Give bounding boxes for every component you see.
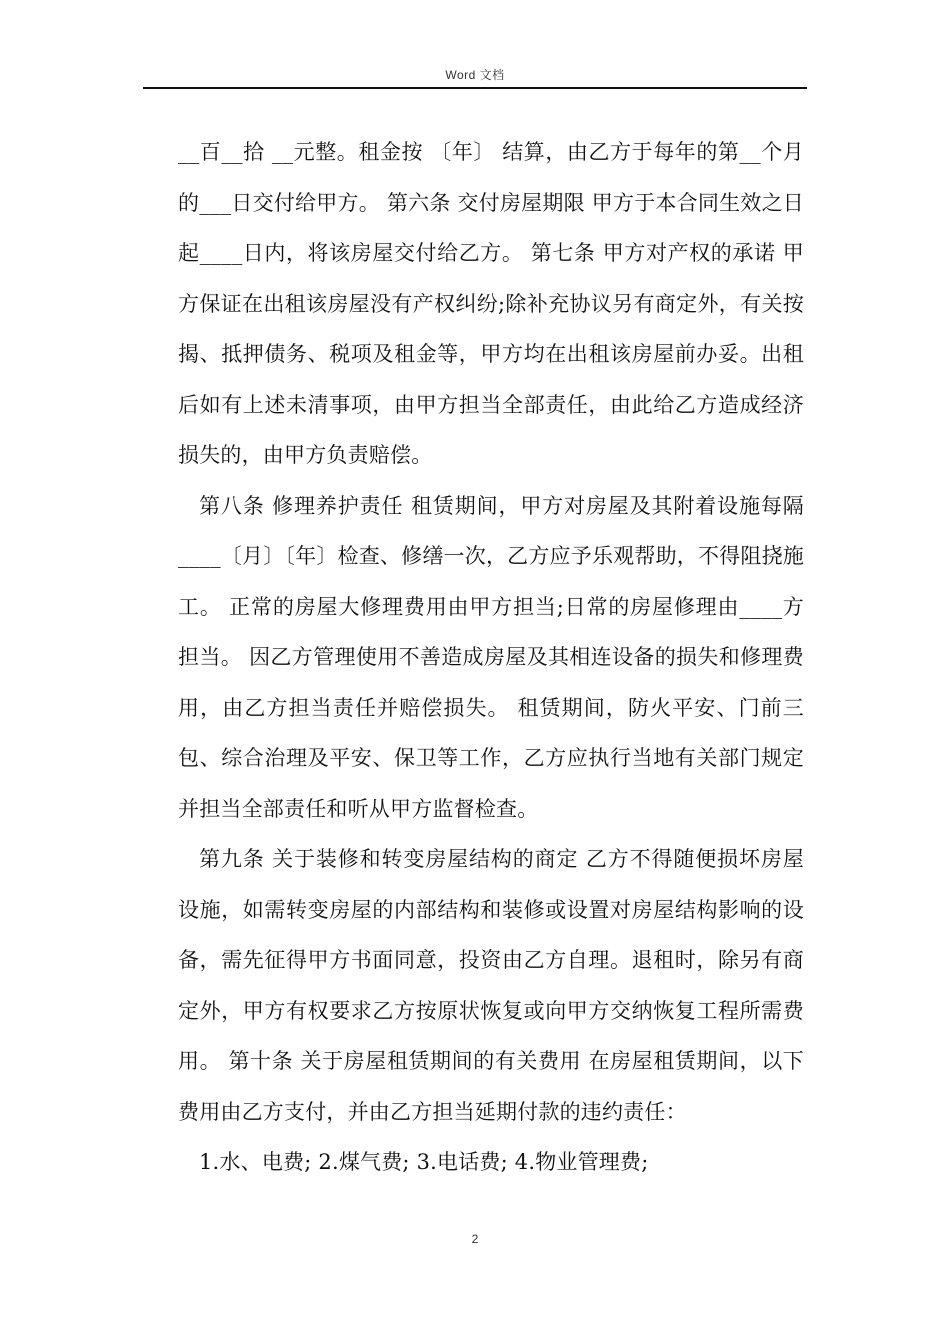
document-body	[178, 127, 804, 1188]
header-divider	[143, 87, 807, 89]
paragraph-rent-delivery-property-rights: __百__拾 __元整。租金按 〔年〕 结算，由乙方于每年的第__个月的___日交付给甲方。 第六条 交付房屋期限 甲方于本合同生效之日起____日内，将该房屋交付给乙方。 第七条 甲方对产权的承诺 甲方保证在出租该房屋没有产权纠纷;除补充协议另有商定外，有关按揭、抵押债务、税项及租金等，甲方均在出租该房屋前办妥。出租后如有上述未清事项，由甲方担当全部责任，由此给乙方造成经济损失的，由甲方负责赔偿。	[178, 140, 804, 467]
paragraph-fee-list: 1.水、电费; 2.煤气费; 3.电话费; 4.物业管理费;	[199, 1150, 649, 1174]
paragraph-article-8-maintenance: 第八条 修理养护责任 租赁期间，甲方对房屋及其附着设施每隔 ____〔月〕〔年〕检查、修缮一次，乙方应予乐观帮助，不得阻挠施工。 正常的房屋大修理费用由甲方担当;日常的房屋修理由____方担当。 因乙方管理使用不善造成房屋及其相连设备的损失和修理费用，由乙方担当责任并赔偿损失。 租赁期间，防火平安、门前三包、综合治理及平安、保卫等工作，乙方应执行当地有关部门规定并担当全部责任和听从甲方监督检查。	[178, 493, 804, 821]
paragraph-article-9-10-renovation-fees: 第九条 关于装修和转变房屋结构的商定 乙方不得随便损坏房屋设施，如需转变房屋的内部结构和装修或设置对房屋结构影响的设备，需先征得甲方书面同意，投资由乙方自理。退租时，除另有商定外，甲方有权要求乙方按原状恢复或向甲方交纳恢复工程所需费用。 第十条 关于房屋租赁期间的有关费用 在房屋租赁期间，以下费用由乙方支付，并由乙方担当延期付款的违约责任：	[178, 847, 804, 1124]
document-header: Word 文档	[445, 68, 505, 82]
page-number: 2	[471, 1232, 479, 1246]
